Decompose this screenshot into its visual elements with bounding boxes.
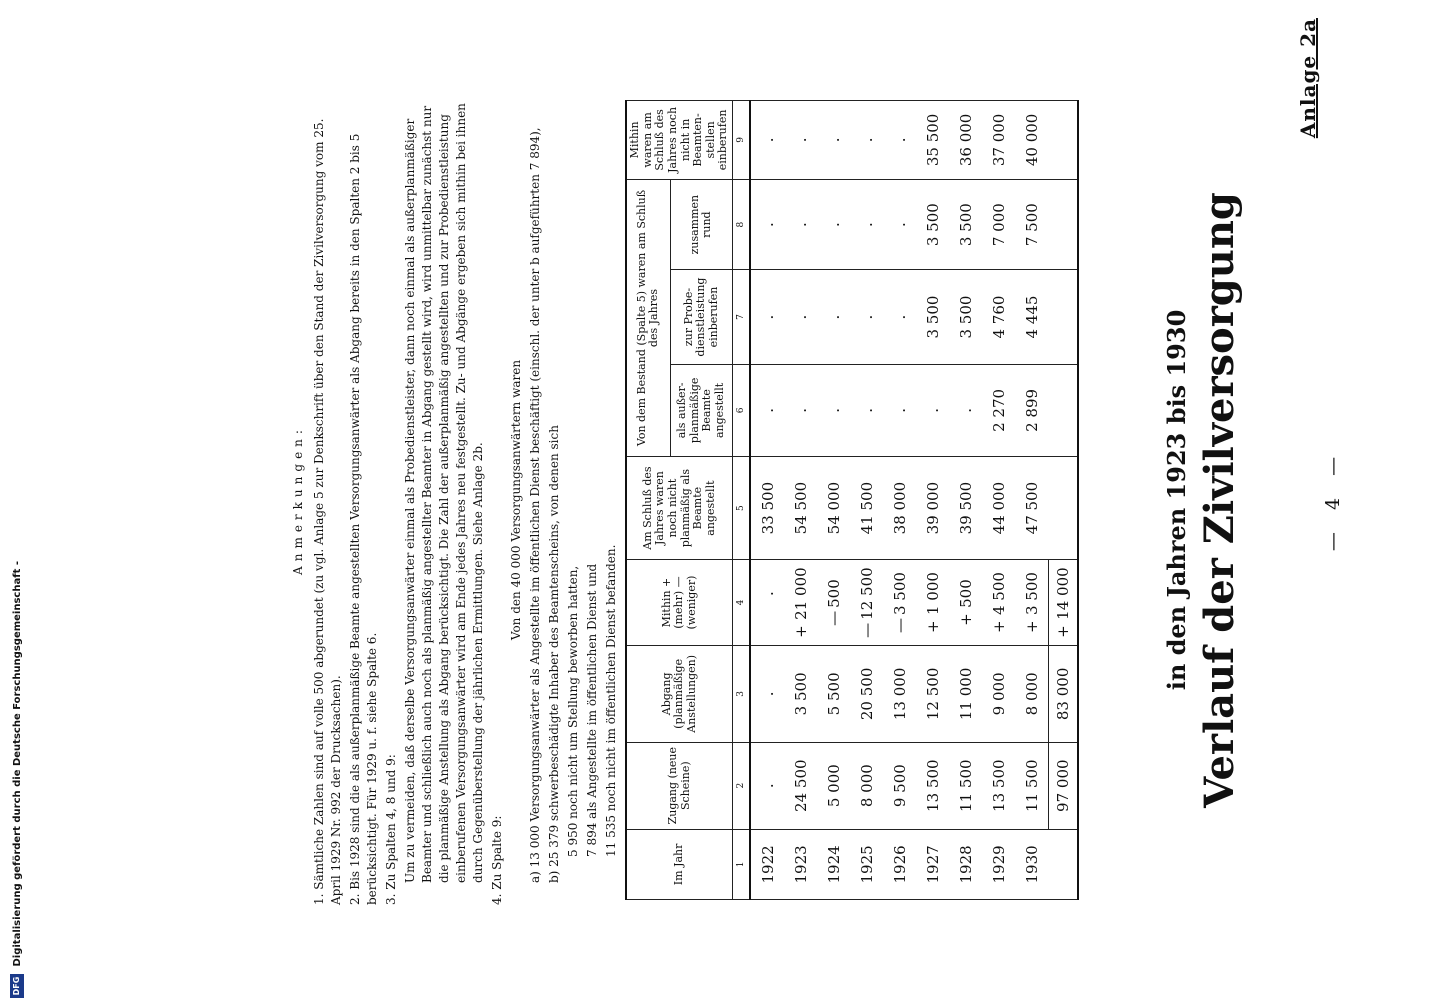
intake-cell: 5 000 (817, 742, 850, 829)
note-4-b: b) 25 379 schwerbeschädigte Inhaber des Beamtenscheins, von denen sich (547, 425, 561, 883)
not-appointed-cell: 38 000 (883, 457, 916, 560)
page-title: Verlauf der Zivilversorgung (1196, 192, 1243, 808)
column-number: 4 (733, 559, 751, 645)
note-3-body: Um zu vermeiden, daß derselbe Versorgungsanwärter einmal als Probedienstleister, dann noch einmal als außerplanmäßiger Beamter und schließlich auch noch als planmäßig angestellter Beamter in Abgang gestellt wird, wird unmittelbar zunächst nur die planmäßige Anstellung als Abgang berücksichtigt. Die Zahl der außerplanmäßig angestellten und zur Probedienstleistung einberufenen Versorgungsanwärter wird am Ende jedes Jahres neu festgestellt. Zu- und Abgänge ergeben sich mithin bei ihnen durch Gegenüberstellung der jährlichen Ermittlungen. Siehe Anlage 2b. (403, 103, 485, 883)
sign: + (989, 620, 1008, 634)
net-cell (784, 559, 817, 645)
data-table (625, 100, 1079, 900)
departure-cell: 3 500 (784, 646, 817, 742)
departure-cell: 8 000 (1015, 646, 1049, 742)
header-year: Im Jahr (626, 829, 733, 899)
intake-cell: 8 000 (850, 742, 883, 829)
net-value: 4 500 (989, 572, 1008, 616)
sign: + (1054, 625, 1073, 638)
not-appointed-cell: 54 500 (784, 457, 817, 560)
column-number: 1 (733, 829, 751, 899)
sum-departure: 83 000 (1049, 646, 1079, 742)
net-cell (817, 559, 850, 645)
table-row (883, 101, 916, 900)
extraordinary-cell: 2 899 (1015, 364, 1049, 457)
year-cell: 1922 (750, 829, 784, 899)
net-cell (1015, 559, 1049, 645)
total-cell: . (850, 179, 883, 270)
sum-row (1049, 101, 1079, 900)
net-value: . (758, 591, 777, 596)
extraordinary-cell: 2 270 (982, 364, 1015, 457)
column-number: 6 (733, 364, 751, 457)
note-2: 2. Bis 1928 sind die als außerplanmäßige Beamte angestellten Versorgungsanwärter als Abgang bereits in den Spalten 2 bis 5 berücksichtigt. Für 1929 u. f. siehe Spalte 6. (348, 133, 379, 905)
total-cell: 7 000 (982, 179, 1015, 270)
extraordinary-cell: . (817, 364, 850, 457)
remaining-cell: . (784, 101, 817, 180)
column-number: 3 (733, 646, 751, 742)
table-row (916, 101, 949, 900)
empty-cell (1049, 457, 1079, 560)
total-cell: . (883, 179, 916, 270)
probation-cell: 3 500 (949, 270, 982, 364)
note-4-a: a) 13 000 Versorgungsanwärter als Angestellte im öffentlichen Dienst beschäftigt (einschl. der unter b aufgeführten 7 894), (528, 127, 542, 883)
header-departure: Abgang (planmäßige Anstellungen) (626, 646, 733, 742)
year-cell: 1928 (949, 829, 982, 899)
departure-cell: 11 000 (949, 646, 982, 742)
net-cell (949, 559, 982, 645)
sum-intake: 97 000 (1049, 742, 1079, 829)
not-appointed-cell: 39 000 (916, 457, 949, 560)
empty-cell (1049, 179, 1079, 270)
remaining-cell: . (750, 101, 784, 180)
sign: — (824, 610, 843, 626)
probation-cell: 4 445 (1015, 270, 1049, 364)
year-cell: 1929 (982, 829, 1015, 899)
not-appointed-cell: 47 500 (1015, 457, 1049, 560)
net-value: 500 (956, 579, 975, 608)
probation-cell: . (817, 270, 850, 364)
table-row (784, 101, 817, 900)
departure-cell: 13 000 (883, 646, 916, 742)
header-remaining: Mithin waren am Schluß des Jahres noch nicht in Beamten-stellen einberufen (626, 101, 733, 180)
year-cell: 1926 (883, 829, 916, 899)
net-cell (850, 559, 883, 645)
sign: — (890, 618, 909, 634)
sign: — (857, 622, 876, 638)
column-number: 2 (733, 742, 751, 829)
column-number: 5 (733, 457, 751, 560)
remaining-cell: 37 000 (982, 101, 1015, 180)
extraordinary-cell: . (850, 364, 883, 457)
departure-cell: 12 500 (916, 646, 949, 742)
table-row (850, 101, 883, 900)
not-appointed-cell: 54 000 (817, 457, 850, 560)
sign: + (956, 613, 975, 626)
departure-cell: . (750, 646, 784, 742)
probation-cell: . (850, 270, 883, 364)
probation-cell: . (883, 270, 916, 364)
header-group: Von dem Bestand (Spalte 5) waren am Schluß des Jahres (626, 179, 670, 456)
intake-cell: 24 500 (784, 742, 817, 829)
net-value: 12 500 (857, 567, 876, 620)
sum-net (1049, 559, 1079, 645)
departure-cell: 5 500 (817, 646, 850, 742)
notes-heading: Anmerkungen: (291, 425, 305, 575)
note-4-b1: 5 950 noch nicht um Stellung beworben hatten, (566, 565, 580, 857)
note-1: 1. Sämtliche Zahlen sind auf volle 500 abgerundet (zu vgl. Anlage 5 zur Denkschrift über den Stand der Zivilversorgung vom 25. April 1929 Nr. 992 der Drucksachen). (312, 118, 343, 905)
total-cell: . (784, 179, 817, 270)
header-probation: zur Probe-dienstleistung einberufen (670, 270, 732, 364)
total-cell: 7 500 (1015, 179, 1049, 270)
table-row (982, 101, 1015, 900)
table-row (1015, 101, 1049, 900)
total-cell: 3 500 (949, 179, 982, 270)
departure-cell: 20 500 (850, 646, 883, 742)
intake-cell: 11 500 (1015, 742, 1049, 829)
extraordinary-cell: . (916, 364, 949, 457)
page-number: — 4 — (1322, 448, 1344, 552)
not-appointed-cell: 39 500 (949, 457, 982, 560)
net-cell (750, 559, 784, 645)
remaining-cell: . (850, 101, 883, 180)
empty-cell (1049, 364, 1079, 457)
table-body (750, 101, 1078, 900)
header-not-appointed: Am Schluß des Jahres waren noch nicht planmäßig als Beamte angestellt (626, 457, 733, 560)
note-4-heading: 4. Zu Spalte 9: (490, 815, 504, 905)
total-cell: . (817, 179, 850, 270)
note-3-heading: 3. Zu Spalten 4, 8 und 9: (384, 754, 398, 905)
empty-cell (1049, 270, 1079, 364)
page-subtitle: in den Jahren 1923 bis 1930 (1162, 309, 1191, 691)
probation-cell: 3 500 (916, 270, 949, 364)
extraordinary-cell: . (784, 364, 817, 457)
probation-cell: . (750, 270, 784, 364)
sum-net-value: 14 000 (1054, 567, 1073, 620)
header-intake: Zugang (neue Scheine) (626, 742, 733, 829)
intake-cell: 13 500 (916, 742, 949, 829)
sign: + (1022, 620, 1041, 634)
year-cell: 1923 (784, 829, 817, 899)
net-value: 3 500 (1022, 572, 1041, 616)
extraordinary-cell: . (949, 364, 982, 457)
dfg-credit: Digitalisierung gefördert durch die Deutsche Forschungsgemeinschaft - (12, 561, 23, 967)
extraordinary-cell: . (750, 364, 784, 457)
column-number: 8 (733, 179, 751, 270)
remaining-cell: 36 000 (949, 101, 982, 180)
year-cell: 1924 (817, 829, 850, 899)
column-number: 7 (733, 270, 751, 364)
intake-cell: 9 500 (883, 742, 916, 829)
note-4-b3: 11 535 noch nicht im öffentlichen Dienst befanden. (604, 544, 618, 857)
not-appointed-cell: 44 000 (982, 457, 1015, 560)
header-extraordinary: als außer-planmäßige Beamte angestellt (670, 364, 732, 457)
year-cell: 1925 (850, 829, 883, 899)
remaining-cell: 35 500 (916, 101, 949, 180)
not-appointed-cell: 33 500 (750, 457, 784, 560)
net-cell (982, 559, 1015, 645)
intake-cell: 11 500 (949, 742, 982, 829)
departure-cell: 9 000 (982, 646, 1015, 742)
total-cell: 3 500 (916, 179, 949, 270)
note-4-intro: Von den 40 000 Versorgungsanwärtern waren (509, 359, 523, 641)
notes-section (290, 95, 622, 905)
not-appointed-cell: 41 500 (850, 457, 883, 560)
empty-cell (1049, 101, 1079, 180)
net-value: 21 000 (791, 567, 810, 620)
dfg-footer (10, 18, 30, 998)
net-value: 500 (824, 579, 843, 608)
probation-cell: 4 760 (982, 270, 1015, 364)
note-4-b2: 7 894 als Angestellte im öffentlichen Dienst und (585, 563, 599, 857)
net-cell (883, 559, 916, 645)
probation-cell: . (784, 270, 817, 364)
remaining-cell: . (817, 101, 850, 180)
year-cell: 1930 (1015, 829, 1049, 899)
sign: + (791, 625, 810, 638)
intake-cell: 13 500 (982, 742, 1015, 829)
year-cell: 1927 (916, 829, 949, 899)
sign: + (923, 620, 942, 634)
remaining-cell: . (883, 101, 916, 180)
net-value: 3 500 (890, 572, 909, 616)
total-cell: . (750, 179, 784, 270)
net-cell (916, 559, 949, 645)
net-value: 1 000 (923, 572, 942, 616)
sum-label-cell (1049, 829, 1079, 899)
column-number: 9 (733, 101, 751, 180)
header-net: Mithin + (mehr) — (weniger) (626, 559, 733, 645)
table-row (817, 101, 850, 900)
table-row (949, 101, 982, 900)
remaining-cell: 40 000 (1015, 101, 1049, 180)
dfg-logo: DFG (10, 974, 24, 998)
table-row (750, 101, 784, 900)
annex-label: Anlage 2a (1296, 18, 1320, 139)
intake-cell: . (750, 742, 784, 829)
extraordinary-cell: . (883, 364, 916, 457)
header-total: zusammen rund (670, 179, 732, 270)
